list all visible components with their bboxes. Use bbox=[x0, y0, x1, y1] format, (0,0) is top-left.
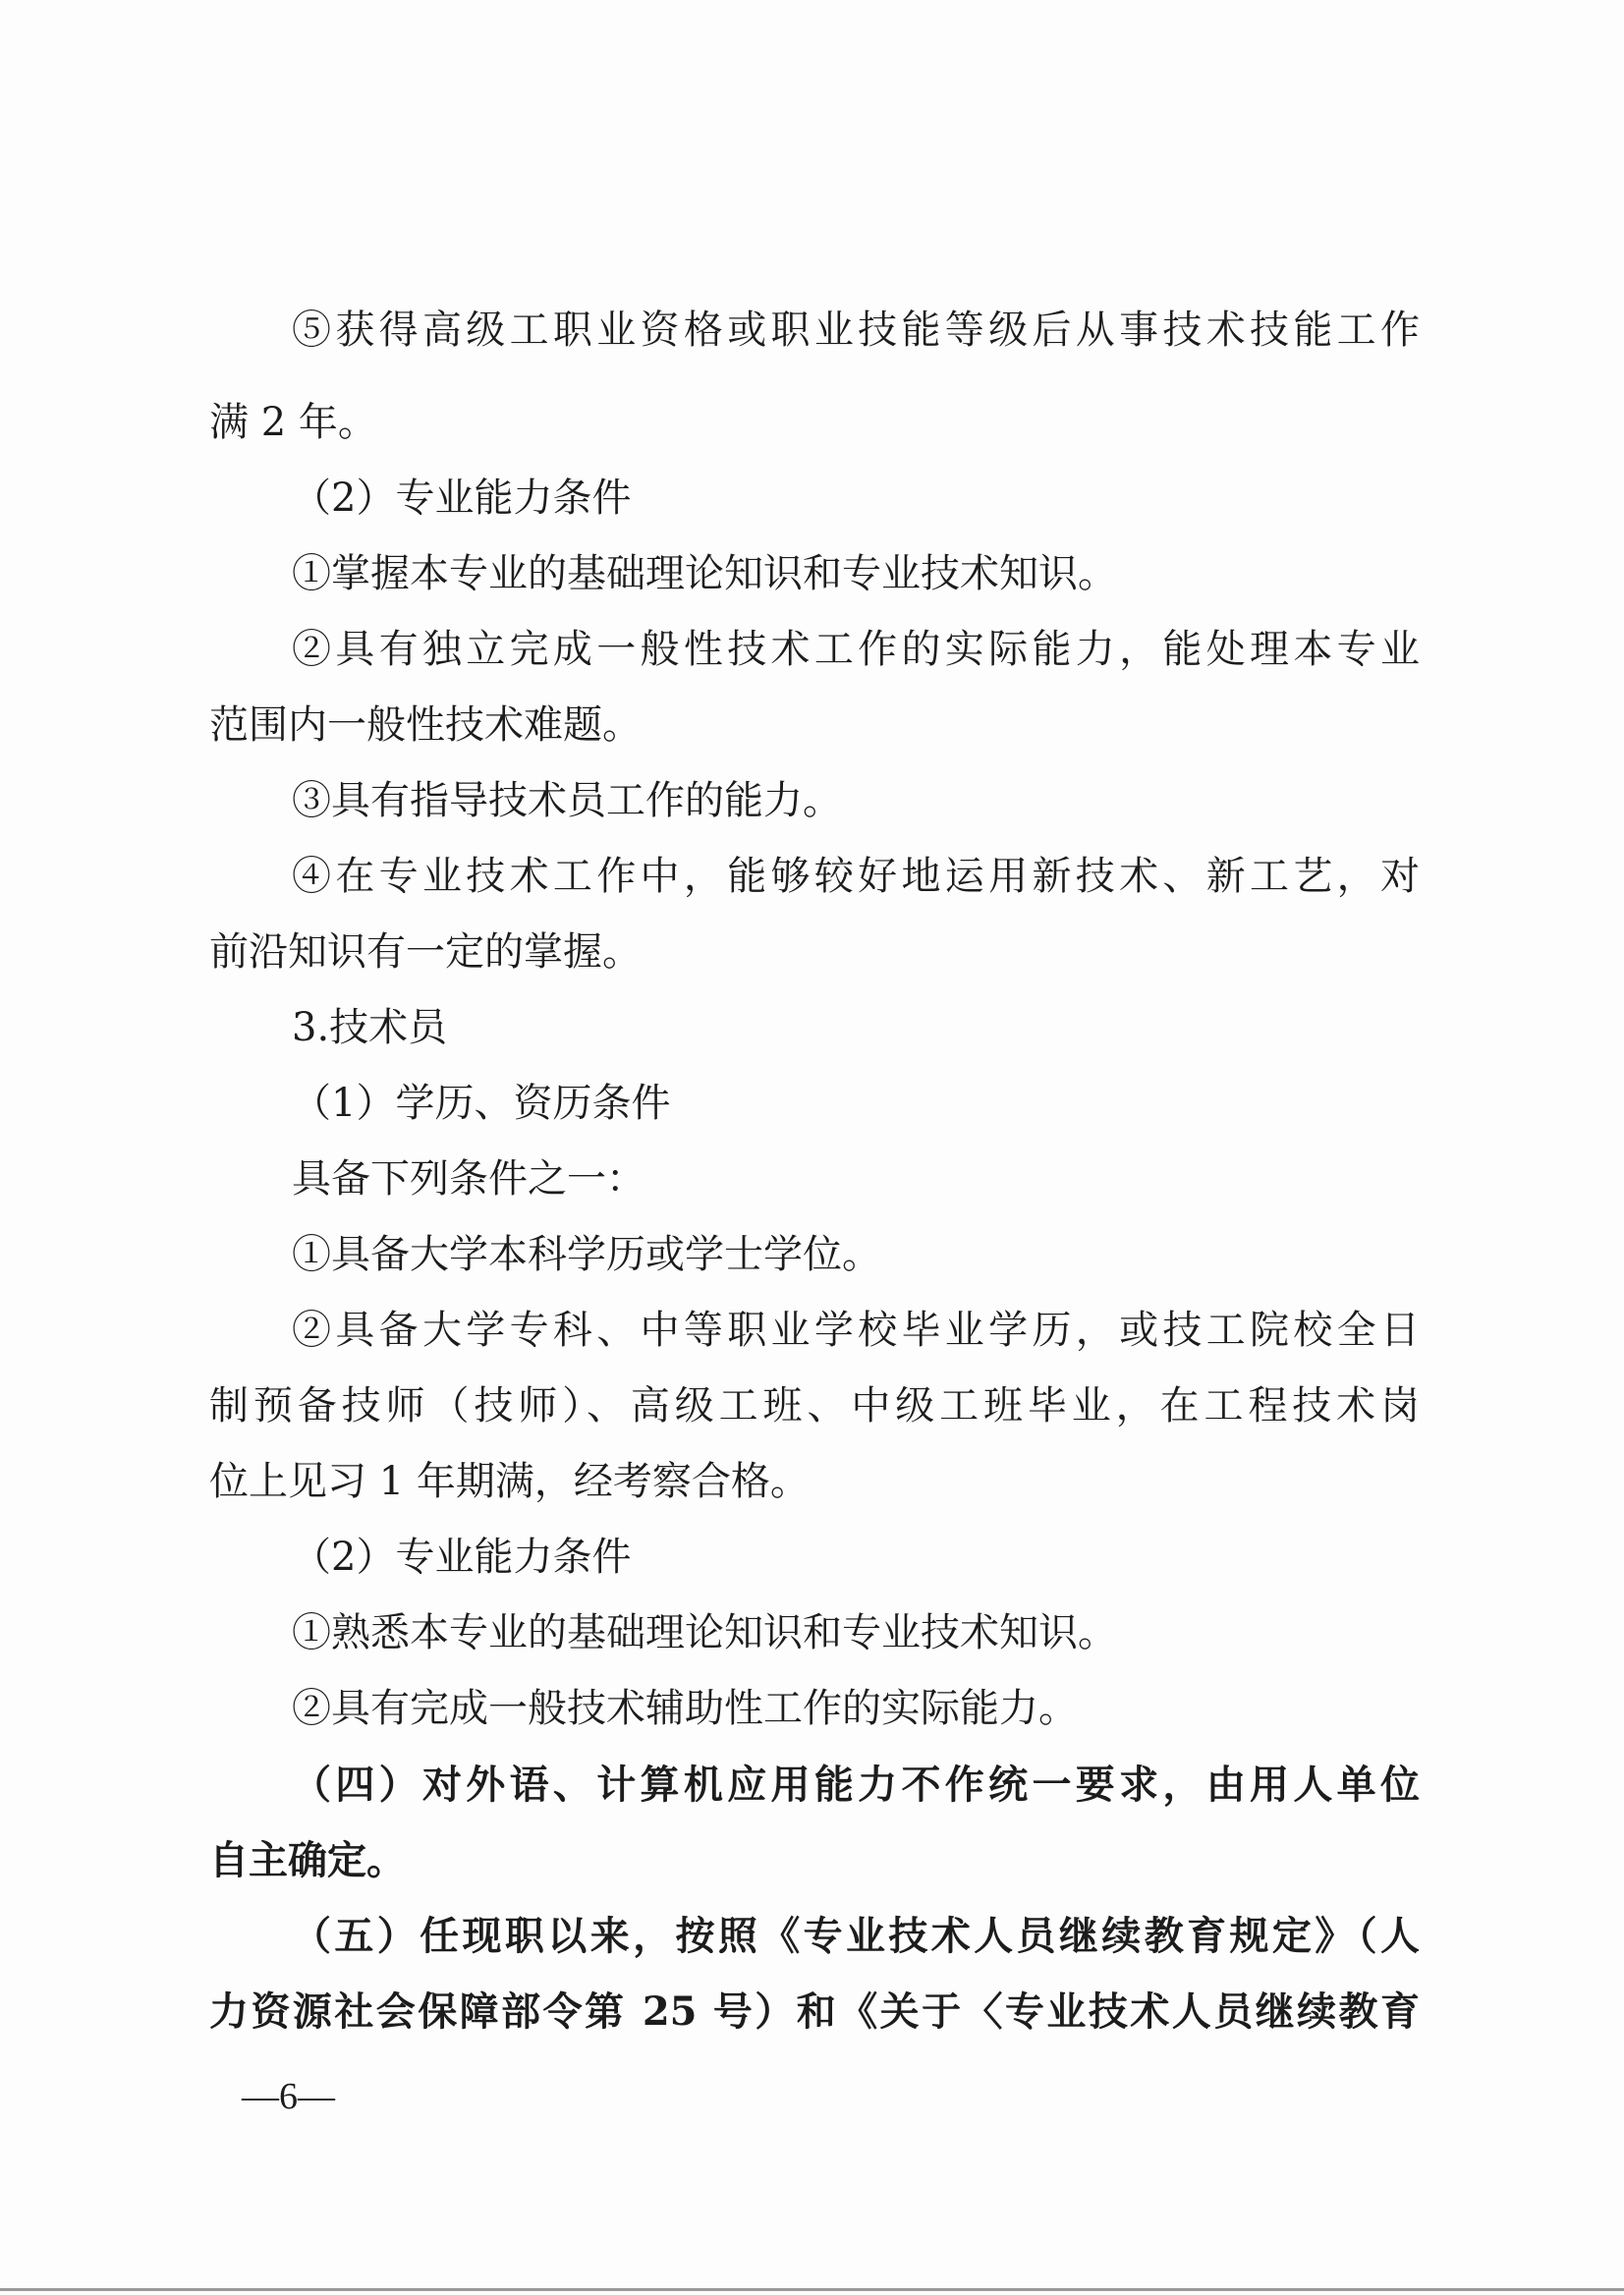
text-line: 前沿知识有一定的掌握。 bbox=[209, 929, 642, 975]
text-line: 范围内一般性技术难题。 bbox=[209, 702, 642, 748]
text-line: ①掌握本专业的基础理论知识和专业技术知识。 bbox=[292, 551, 1117, 596]
text-line: ②具有完成一般技术辅助性工作的实际能力。 bbox=[292, 1686, 1078, 1731]
section-heading: 3.技术员 bbox=[292, 1005, 448, 1050]
subheading: （1）学历、资历条件 bbox=[292, 1081, 671, 1126]
text-line: 自主确定。 bbox=[209, 1837, 406, 1883]
text-line: ①熟悉本专业的基础理论知识和专业技术知识。 bbox=[292, 1610, 1117, 1655]
text-line: ①具备大学本科学历或学士学位。 bbox=[292, 1232, 881, 1277]
text-line: ②具有独立完成一般性技术工作的实际能力，能处理本专业 bbox=[292, 627, 1420, 672]
text-line: 制预备技师（技师）、高级工班、中级工班毕业，在工程技术岗 bbox=[209, 1383, 1420, 1428]
text-line: ④在专业技术工作中，能够较好地运用新技术、新工艺，对 bbox=[292, 854, 1420, 899]
scan-edge-divider bbox=[0, 2288, 1624, 2291]
text-line: 力资源社会保障部令第 25 号）和《关于〈专业技术人员继续教育 bbox=[209, 1988, 1420, 2035]
page-number: —6— bbox=[242, 2076, 335, 2117]
text-line: 满 2 年。 bbox=[209, 400, 377, 445]
body-text bbox=[209, 293, 1420, 2049]
text-line: 位上见习 1 年期满，经考察合格。 bbox=[209, 1459, 810, 1504]
subheading: （2）专业能力条件 bbox=[292, 1535, 632, 1580]
text-line: （四）对外语、计算机应用能力不作统一要求，由用人单位 bbox=[292, 1762, 1420, 1808]
text-line: ⑤获得高级工职业资格或职业技能等级后从事技术技能工作 bbox=[292, 308, 1420, 353]
subheading: （2）专业能力条件 bbox=[292, 476, 632, 521]
text-line: ③具有指导技术员工作的能力。 bbox=[292, 778, 842, 823]
text-line: （五）任现职以来，按照《专业技术人员继续教育规定》（人 bbox=[292, 1913, 1420, 1959]
text-line: 具备下列条件之一： bbox=[292, 1156, 645, 1202]
text-line: ②具备大学专科、中等职业学校毕业学历，或技工院校全日 bbox=[292, 1308, 1420, 1353]
